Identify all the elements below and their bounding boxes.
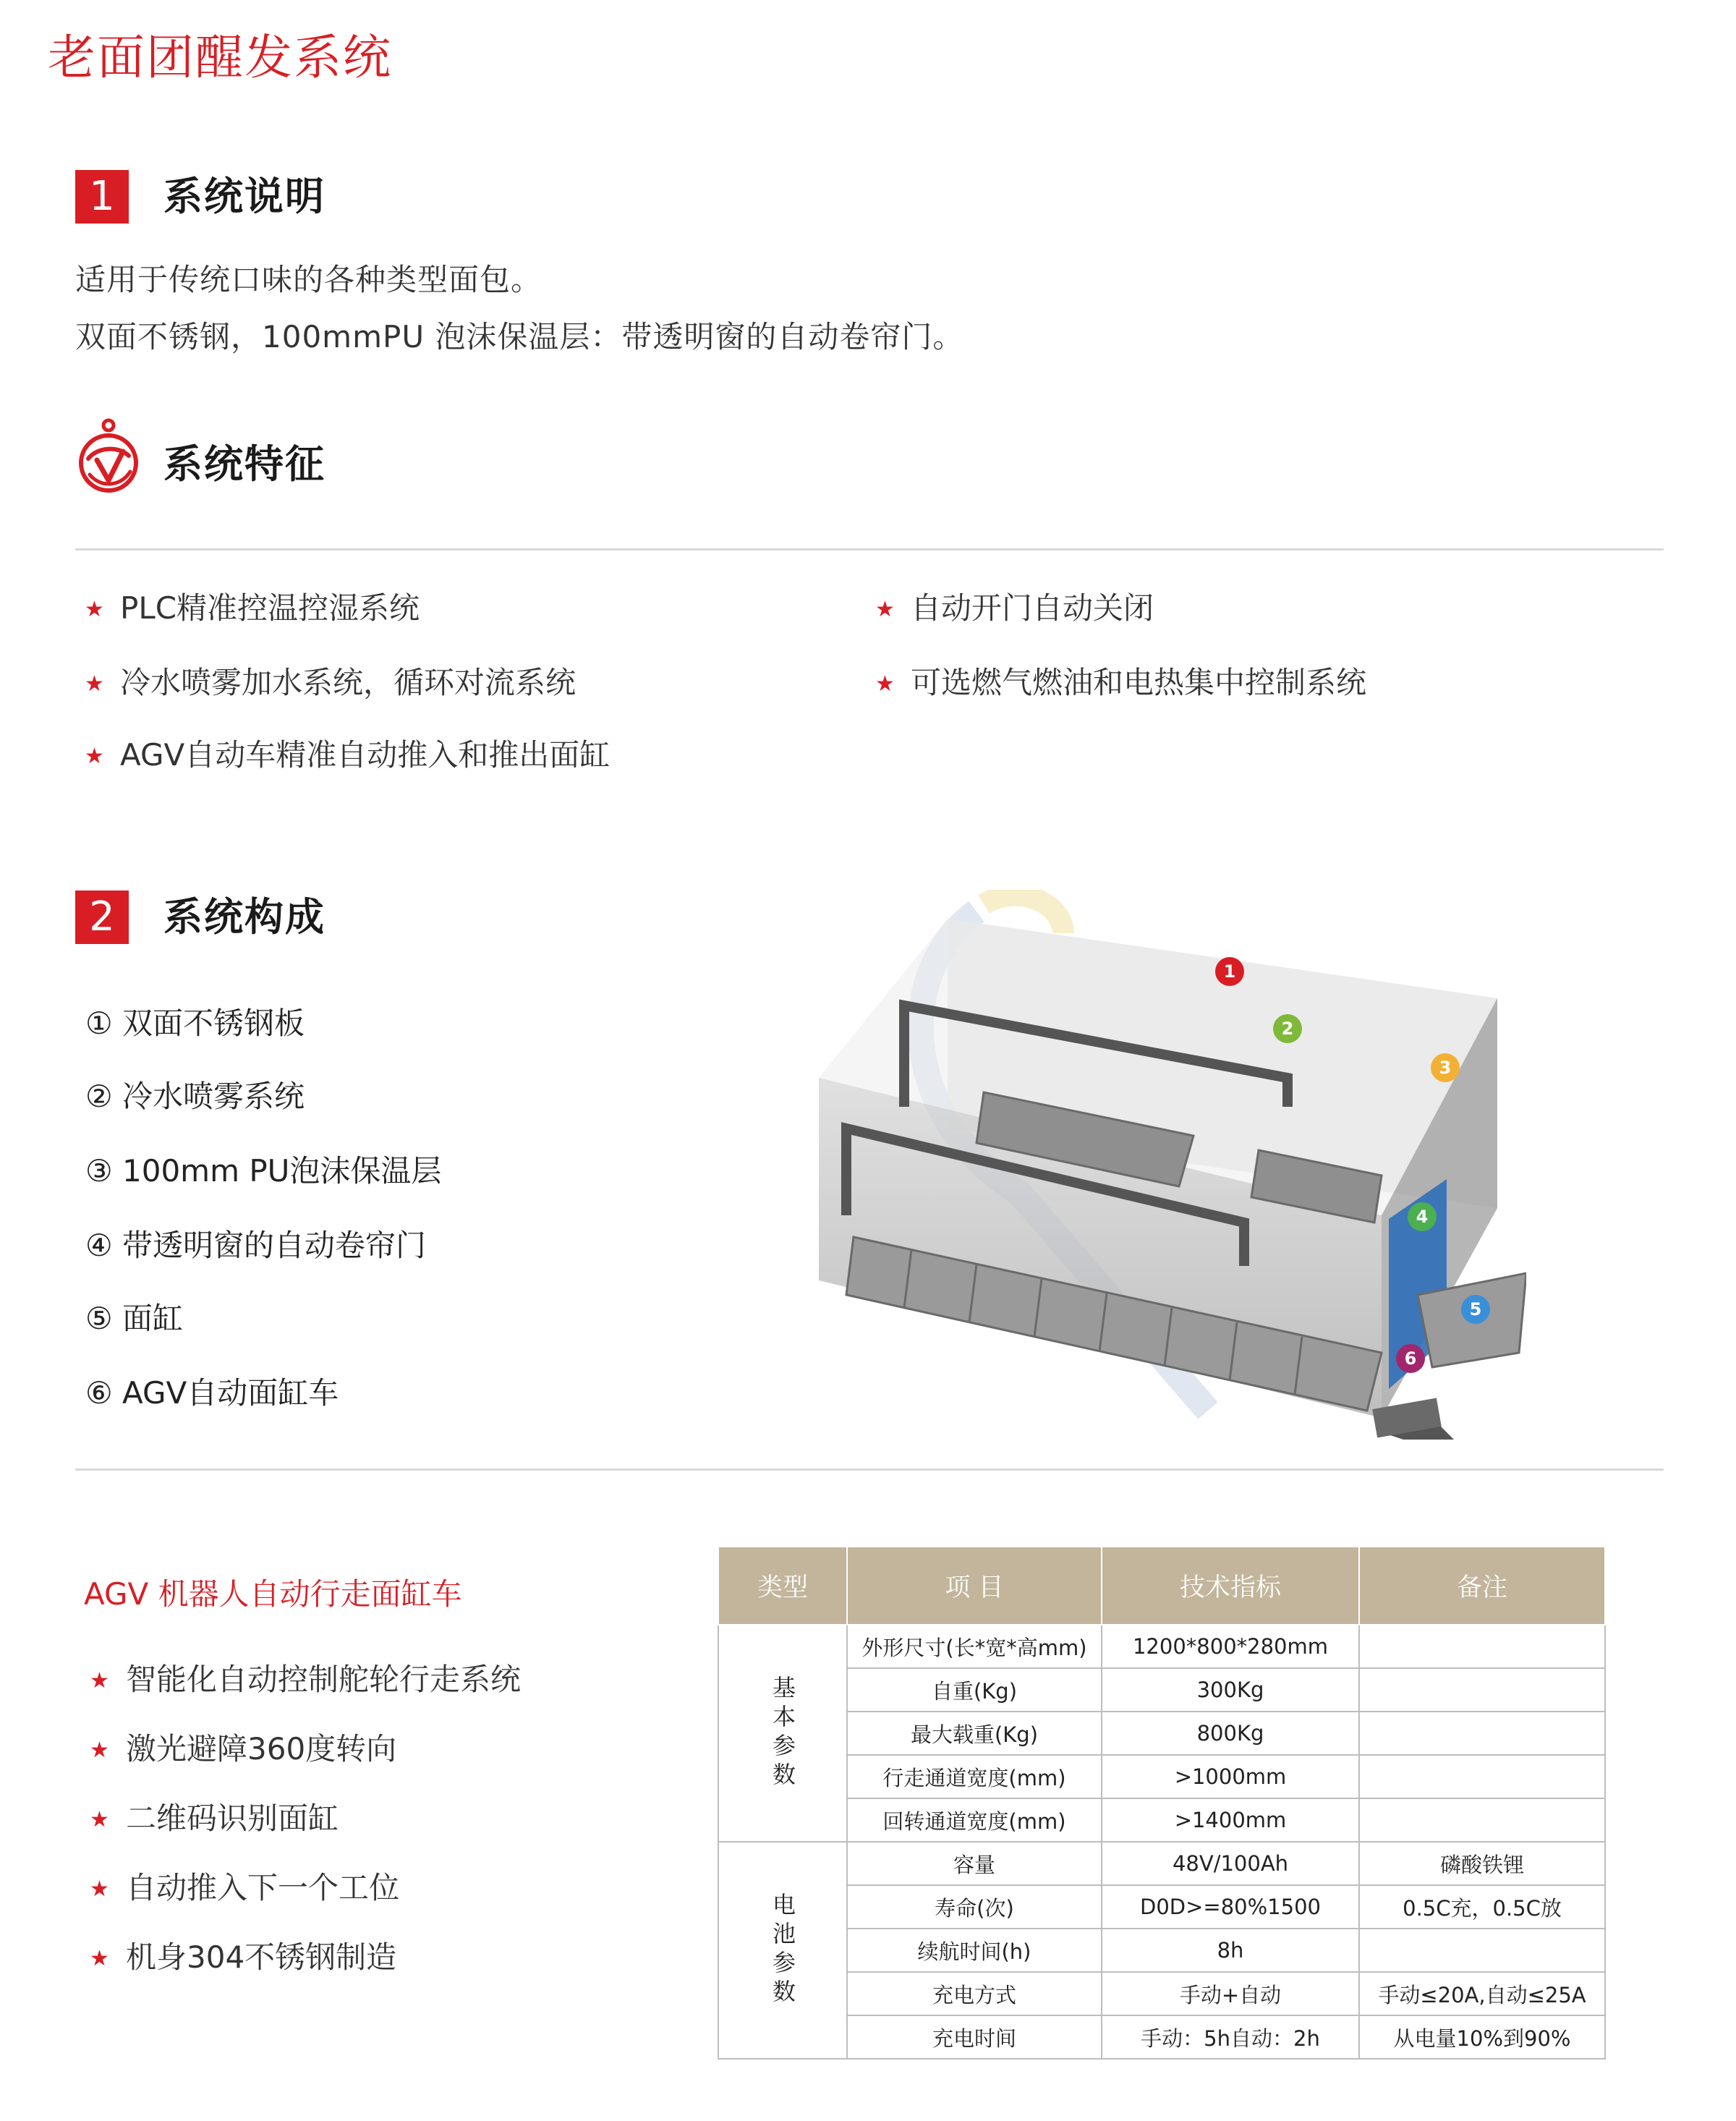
marker-label: 3 bbox=[1439, 1058, 1452, 1078]
item-cell: 充电时间 bbox=[847, 2015, 1102, 2059]
table-row bbox=[718, 1798, 1605, 1842]
proofer-illustration bbox=[803, 890, 1526, 1440]
section-number-badge: 1 bbox=[75, 170, 129, 224]
star-bullet-icon: ★ bbox=[90, 1738, 109, 1763]
note-cell bbox=[1359, 1668, 1605, 1712]
note-cell bbox=[1359, 1712, 1605, 1755]
agv-title: AGV 机器人自动行走面缸车 bbox=[84, 1576, 462, 1612]
table-row bbox=[718, 1625, 1605, 1668]
agv-feature-item: 激光避障360度转向 bbox=[126, 1731, 397, 1767]
star-bullet-icon: ★ bbox=[875, 597, 895, 622]
star-bullet-icon: ★ bbox=[90, 1876, 109, 1902]
marker-label: 1 bbox=[1223, 961, 1236, 982]
item-cell: 充电方式 bbox=[847, 1972, 1102, 2015]
feature-item: AGV自动车精准自动推入和推出面缸 bbox=[120, 737, 610, 773]
description-line: 双面不锈钢，100mmPU 泡沫保温层：带透明窗的自动卷帘门。 bbox=[75, 319, 964, 354]
section-number-badge: 2 bbox=[75, 891, 129, 944]
marker-label: 2 bbox=[1281, 1019, 1294, 1039]
table-row bbox=[718, 2015, 1605, 2059]
feature-item: 冷水喷雾加水系统，循环对流系统 bbox=[120, 665, 576, 700]
star-bullet-icon: ★ bbox=[90, 1668, 109, 1693]
spec-table bbox=[718, 1546, 1606, 2060]
page-title: 老面团醒发系统 bbox=[48, 30, 392, 85]
table-row bbox=[718, 1712, 1605, 1755]
item-cell: 回转通道宽度(mm) bbox=[847, 1798, 1102, 1842]
star-bullet-icon: ★ bbox=[90, 1946, 109, 1971]
note-cell: 0.5C充，0.5C放 bbox=[1359, 1885, 1605, 1929]
value-cell: 48V/100Ah bbox=[1102, 1842, 1359, 1885]
note-cell: 从电量10%到90% bbox=[1359, 2015, 1605, 2059]
component-item: ⑥ AGV自动面缸车 bbox=[85, 1375, 339, 1411]
section-title: 系统说明 bbox=[163, 174, 326, 219]
note-cell: 磷酸铁锂 bbox=[1359, 1842, 1605, 1885]
value-cell: 手动+自动 bbox=[1102, 1972, 1359, 2015]
value-cell: 手动：5h自动：2h bbox=[1102, 2015, 1359, 2059]
group-label: 基本参数 bbox=[769, 1675, 796, 1791]
divider bbox=[75, 548, 1664, 551]
feature-item: PLC精准控温控湿系统 bbox=[120, 590, 420, 626]
marker-label: 4 bbox=[1416, 1207, 1429, 1227]
table-row bbox=[718, 1842, 1605, 1885]
item-cell: 外形尺寸(长*宽*高mm) bbox=[847, 1625, 1102, 1668]
value-cell: 300Kg bbox=[1102, 1668, 1359, 1712]
component-item: ① 双面不锈钢板 bbox=[85, 1006, 305, 1041]
table-row bbox=[718, 1885, 1605, 1929]
note-cell: 手动≤20A,自动≤25A bbox=[1359, 1972, 1605, 2015]
item-cell: 最大载重(Kg) bbox=[847, 1712, 1102, 1755]
note-cell bbox=[1359, 1798, 1605, 1842]
group-cell bbox=[718, 1842, 847, 2059]
table-row bbox=[718, 1755, 1605, 1798]
table-row bbox=[718, 1668, 1605, 1712]
value-cell: >1000mm bbox=[1102, 1755, 1359, 1798]
component-item: ⑤ 面缸 bbox=[85, 1301, 184, 1336]
feature-logo-icon bbox=[75, 418, 142, 499]
agv-feature-item: 二维码识别面缸 bbox=[126, 1801, 339, 1836]
value-cell: 800Kg bbox=[1102, 1712, 1359, 1755]
agv-feature-item: 机身304不锈钢制造 bbox=[126, 1939, 397, 1975]
value-cell: >1400mm bbox=[1102, 1798, 1359, 1842]
item-cell: 容量 bbox=[847, 1842, 1102, 1885]
star-bullet-icon: ★ bbox=[90, 1807, 109, 1832]
note-cell bbox=[1359, 1929, 1605, 1972]
component-item: ② 冷水喷雾系统 bbox=[85, 1079, 305, 1114]
header-cell: 技术指标 bbox=[1102, 1547, 1359, 1625]
feature-item: 自动开门自动关闭 bbox=[911, 590, 1154, 626]
table-row bbox=[718, 1972, 1605, 2015]
note-cell bbox=[1359, 1625, 1605, 1668]
value-cell: 8h bbox=[1102, 1929, 1359, 1972]
divider bbox=[75, 1468, 1664, 1471]
group-label: 电池参数 bbox=[769, 1892, 796, 2008]
table-row bbox=[718, 1929, 1605, 1972]
item-cell: 寿命(次) bbox=[847, 1885, 1102, 1929]
star-bullet-icon: ★ bbox=[85, 671, 104, 697]
group-cell bbox=[718, 1625, 847, 1842]
star-bullet-icon: ★ bbox=[875, 671, 895, 697]
item-cell: 续航时间(h) bbox=[847, 1929, 1102, 1972]
component-item: ④ 带透明窗的自动卷帘门 bbox=[85, 1228, 427, 1263]
header-cell: 项 目 bbox=[847, 1547, 1102, 1625]
component-item: ③ 100mm PU泡沫保温层 bbox=[85, 1153, 442, 1189]
note-cell bbox=[1359, 1755, 1605, 1798]
value-cell: D0D>=80%1500 bbox=[1102, 1885, 1359, 1929]
header-cell: 备注 bbox=[1359, 1547, 1605, 1625]
section-title: 系统特征 bbox=[163, 441, 326, 487]
item-cell: 自重(Kg) bbox=[847, 1668, 1102, 1712]
section-title: 系统构成 bbox=[163, 894, 326, 940]
item-cell: 行走通道宽度(mm) bbox=[847, 1755, 1102, 1798]
marker-label: 5 bbox=[1469, 1299, 1482, 1319]
marker-label: 6 bbox=[1404, 1348, 1417, 1369]
star-bullet-icon: ★ bbox=[85, 597, 104, 622]
value-cell: 1200*800*280mm bbox=[1102, 1625, 1359, 1668]
description-line: 适用于传统口味的各种类型面包。 bbox=[75, 262, 542, 297]
table-header-row bbox=[718, 1547, 1605, 1625]
agv-feature-item: 智能化自动控制舵轮行走系统 bbox=[126, 1662, 522, 1697]
feature-item: 可选燃气燃油和电热集中控制系统 bbox=[911, 665, 1367, 700]
agv-feature-item: 自动推入下一个工位 bbox=[126, 1870, 400, 1905]
star-bullet-icon: ★ bbox=[85, 744, 104, 769]
header-cell: 类型 bbox=[718, 1547, 847, 1625]
